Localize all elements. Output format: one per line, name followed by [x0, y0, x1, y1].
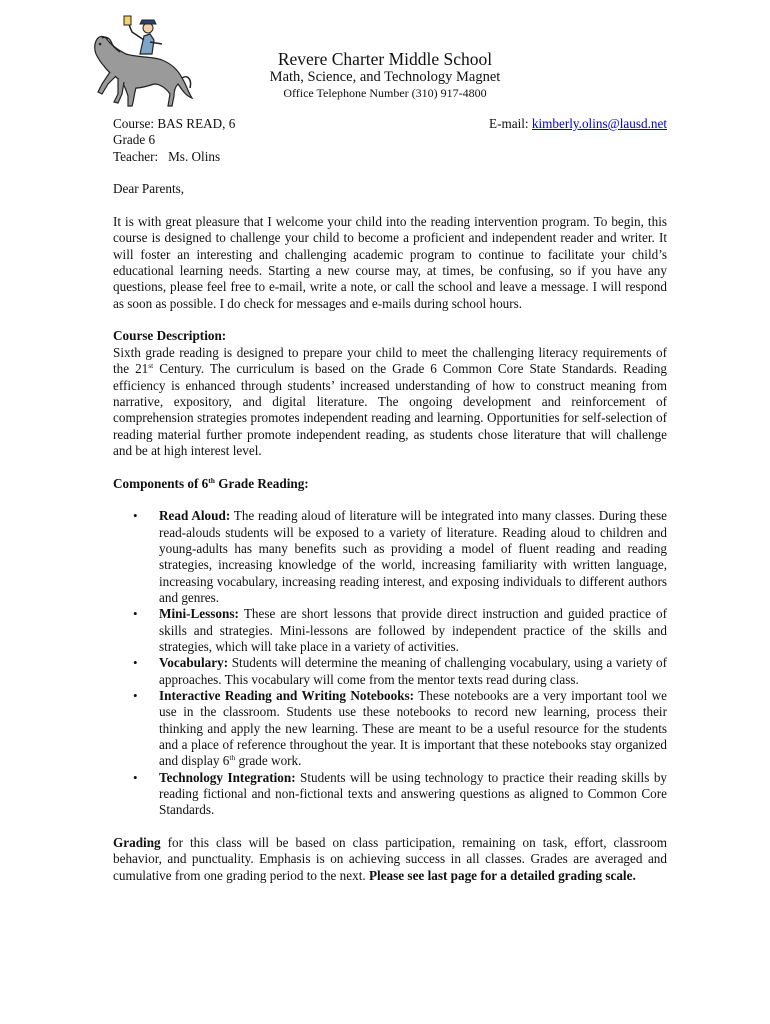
bullet-icon: •: [133, 688, 138, 704]
letter-body: [113, 116, 667, 884]
components-heading: Components of 6th Grade Reading:: [113, 475, 309, 491]
bullet-icon: •: [133, 655, 138, 671]
grade-line: Grade 6: [113, 132, 156, 148]
course-description-heading: Course Description:: [113, 328, 227, 344]
components-list: [113, 508, 667, 819]
school-phone: Office Telephone Number (310) 917-4800: [283, 86, 487, 100]
salutation: Dear Parents,: [113, 181, 185, 197]
email-line: E-mail: kimberly.olins@lausd.net: [489, 116, 667, 131]
intro-paragraph: It is with great pleasure that I welcome your child into the reading intervention program. To begin, this course is designed to challenge your child to become a proficient and independent reader and writer. It will foster an interesting and challenging academic program to continue to facilitate your child’s educational learning needs. Starting a new course may, at times, be confusing, so if you have any questions, please feel free to e-mail, write a note, or call the school and leave a message. I will respond as soon as possible. I do check for messages and e-mails during school hours.: [113, 214, 667, 311]
course-email-row: [113, 116, 667, 132]
course-line: Course: BAS READ, 6: [113, 116, 236, 131]
bullet-icon: •: [133, 606, 138, 622]
course-description-paragraph: Sixth grade reading is designed to prepare your child to meet the challenging literacy requirements of the 21st Century. The curriculum is based on the Grade 6 Common Core State Standards. Reading efficiency is enhanced through students’ increased understanding of how to construct meaning from narrative, expository, and digital literature. The ongoing development and reinforcement of comprehension strategies promotes independent reading and learning. Opportunities for self-selection of reading material further promote independent reading, as students chose literature that will challenge and be at high interest level.: [113, 344, 667, 458]
school-name: Revere Charter Middle School: [277, 49, 493, 69]
list-item: • Mini-Lessons: These are short lessons that provide direct instruction and guided practice of skills and strategies. Mini-lessons are followed by independent practice of the skills and strategies, which will take place in a variety of activities.: [133, 606, 667, 654]
list-item: • Interactive Reading and Writing Notebooks: These notebooks are a very important tool we use in the classroom. Students use these notebooks to record new learning, process their thinking and apply the new learning. These are meant to be a useful resource for the students and a place of reference throughout the year. It is important that these notebooks stay organized and display 6th grade work.: [133, 688, 667, 769]
list-item: • Vocabulary: Students will determine the meaning of challenging vocabulary, using a variety of approaches. This vocabulary will come from the mentor texts read during class.: [133, 655, 667, 687]
bullet-icon: •: [133, 769, 138, 785]
grading-paragraph: Grading for this class will be based on class participation, remaining on task, effort, classroom behavior, and punctuality. Emphasis is on achieving success in all classes. Grades are averaged and cumulative from one grading period to the next. Please see last page for a detailed grading scale.: [113, 835, 667, 883]
list-item: • Read Aloud: The reading aloud of literature will be integrated into many classes. During these read-alouds students will be exposed to a variety of literature. Reading aloud to children and young-adults has many benefits such as providing a model of fluent reading and reading strategies, increasing knowledge of the world, increasing familiarity with written language, increasing vocabulary, increasing reading interest, and exposing individuals to different authors and genres.: [133, 508, 668, 605]
list-item: • Technology Integration: Students will be using technology to practice their reading skills by reading fictional and non-fictional texts and answering questions as aligned to Common Core Standards.: [133, 769, 668, 818]
bullet-icon: •: [133, 508, 138, 524]
teacher-line: Teacher: Ms. Olins: [113, 148, 221, 164]
school-subtitle: Math, Science, and Technology Magnet: [269, 69, 501, 85]
email-link[interactable]: kimberly.olins@lausd.net: [531, 116, 667, 131]
